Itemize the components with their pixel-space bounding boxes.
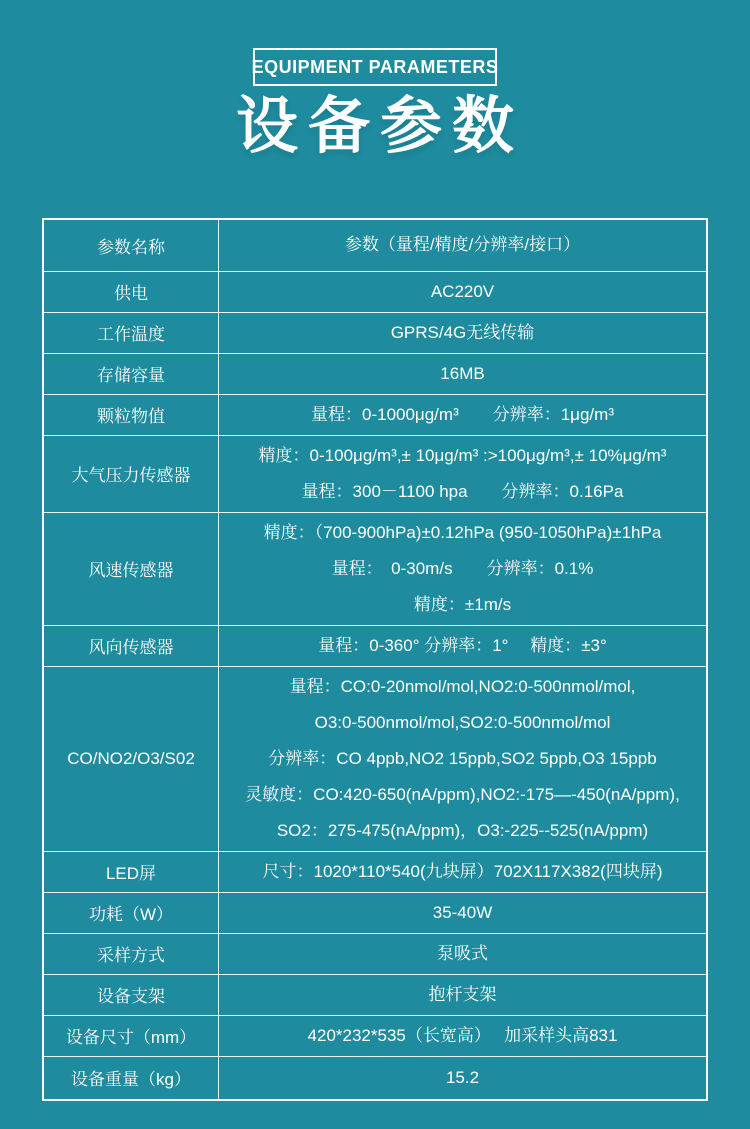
page-title: 设备参数: [235, 92, 524, 161]
param-name-cell: 风速传感器: [43, 512, 219, 625]
param-value-cell: [219, 271, 708, 312]
param-name-cell: 颗粒物值: [43, 394, 219, 435]
param-name-cell: 设备重量（kg）: [43, 1056, 219, 1100]
table-row: [43, 851, 707, 892]
param-value-cell: [219, 933, 708, 974]
table-row: [43, 312, 707, 353]
value-line: SO2：275-475(nA/ppm)，O3:-225--525(nA/ppm): [276, 820, 649, 840]
table-row: [43, 219, 707, 271]
param-name-cell: 工作温度: [43, 312, 219, 353]
param-value-cell: [219, 512, 708, 625]
param-value-cell: [219, 219, 708, 271]
param-value-cell: [219, 892, 708, 933]
value-line: 精度：0-100μg/m³,± 10μg/m³ :>100μg/m³,± 10%μg/m³: [258, 445, 667, 465]
value-line: O3:0-500nmol/mol,SO2:0-500nmol/mol: [314, 712, 611, 732]
table-row: [43, 512, 707, 625]
value-line: 量程：0-360° 分辨率：1° 精度：±3°: [318, 635, 607, 655]
param-value-cell: [219, 353, 708, 394]
value-line: 15.2: [445, 1067, 480, 1087]
table-row: [43, 666, 707, 851]
table-row: [43, 1056, 707, 1100]
table-row: [43, 394, 707, 435]
value-line: 16MB: [440, 363, 485, 383]
param-value-cell: [219, 1015, 708, 1056]
param-value-cell: [219, 974, 708, 1015]
value-line: 量程：300－1100 hpa 分辨率：0.16Pa: [301, 481, 624, 501]
param-name-cell: 大气压力传感器: [43, 435, 219, 512]
table-row: [43, 435, 707, 512]
value-line: AC220V: [430, 281, 495, 301]
value-line: GPRS/4G无线传输: [390, 322, 535, 342]
table-row: [43, 892, 707, 933]
value-line: 420*232*535（长宽高） 加采样头高831: [307, 1025, 618, 1045]
value-line: 灵敏度：CO:420-650(nA/ppm),NO2:-175—-450(nA/ppm),: [245, 784, 680, 804]
table-row: [43, 271, 707, 312]
value-line: 分辨率：CO 4ppb,NO2 15ppb,SO2 5ppb,O3 15ppb: [268, 748, 657, 768]
param-name-cell: 设备支架: [43, 974, 219, 1015]
value-line: 35-40W: [432, 902, 493, 922]
param-name-cell: 功耗（W）: [43, 892, 219, 933]
value-line: 泵吸式: [437, 943, 488, 963]
param-name-cell: 参数名称: [43, 219, 219, 271]
value-line: 精度：（700-900hPa)±0.12hPa (950-1050hPa)±1hPa: [263, 522, 662, 542]
table-row: [43, 1015, 707, 1056]
param-name-cell: 风向传感器: [43, 625, 219, 666]
param-value-cell: [219, 1056, 708, 1100]
param-name-cell: CO/NO2/O3/S02: [43, 666, 219, 851]
table-row: [43, 353, 707, 394]
value-line: 量程： 0-30m/s 分辨率：0.1%: [331, 558, 594, 578]
value-line: 尺寸：1020*110*540(九块屏）702X117X382(四块屏): [262, 861, 663, 881]
table-row: [43, 974, 707, 1015]
value-line: 量程：CO:0-20nmol/mol,NO2:0-500nmol/mol,: [289, 676, 636, 696]
param-name-cell: 采样方式: [43, 933, 219, 974]
param-name-cell: 设备尺寸（mm）: [43, 1015, 219, 1056]
param-value-cell: [219, 435, 708, 512]
param-value-cell: [219, 394, 708, 435]
equipment-parameters-badge: [253, 48, 497, 86]
value-line: 量程：0-1000μg/m³ 分辨率：1μg/m³: [311, 404, 614, 424]
spec-table-body: [43, 219, 707, 1100]
badge-label: EQUIPMENT PARAMETERS: [251, 56, 499, 77]
param-name-cell: 供电: [43, 271, 219, 312]
param-name-cell: LED屏: [43, 851, 219, 892]
spec-table: [42, 218, 708, 1101]
value-line: 精度：±1m/s: [413, 594, 512, 614]
value-line: 参数（量程/精度/分辨率/接口）: [344, 235, 581, 255]
param-name-cell: 存储容量: [43, 353, 219, 394]
table-row: [43, 625, 707, 666]
table-row: [43, 933, 707, 974]
param-value-cell: [219, 312, 708, 353]
param-value-cell: [219, 625, 708, 666]
param-value-cell: [219, 851, 708, 892]
param-value-cell: [219, 666, 708, 851]
value-line: 抱杆支架: [428, 984, 497, 1004]
